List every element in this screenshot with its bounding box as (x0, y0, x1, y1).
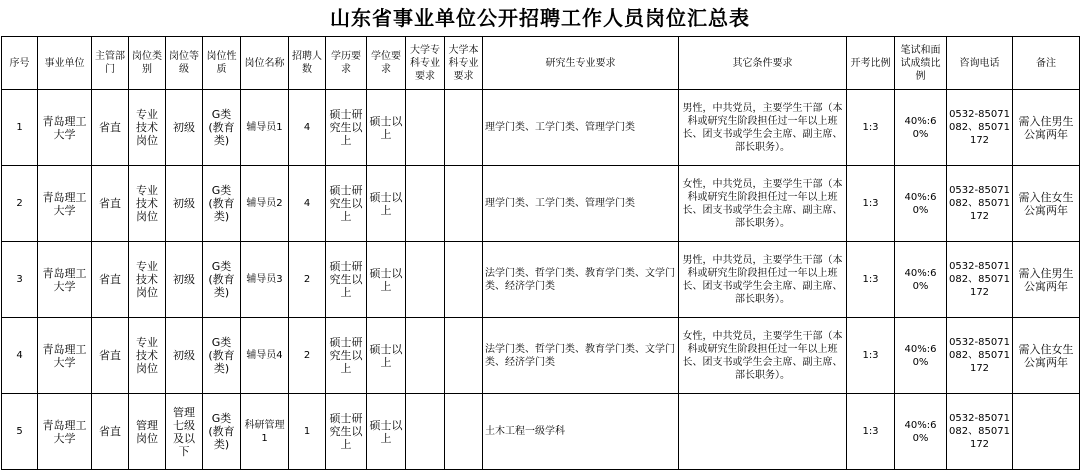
col-header: 备注 (1013, 37, 1080, 90)
cell-other: 女性，中共党员，主要学生干部（本科或研究生阶段担任过一年以上班长、团支书或学生会主席、副主席、部长职务）。 (679, 318, 847, 394)
cell-unit: 青岛理工大学 (38, 318, 92, 394)
cell-degree: 硕士以上 (367, 166, 406, 242)
col-header: 开考比例 (847, 37, 895, 90)
cell-college (406, 166, 445, 242)
cell-score: 40%:60% (895, 90, 947, 166)
col-header: 学历要求 (326, 37, 367, 90)
cell-count: 4 (289, 166, 326, 242)
cell-degree: 硕士以上 (367, 318, 406, 394)
cell-ratio: 1:3 (847, 318, 895, 394)
cell-bachelor (445, 90, 483, 166)
cell-unit: 青岛理工大学 (38, 242, 92, 318)
cell-edu: 硕士研究生以上 (326, 242, 367, 318)
cell-college (406, 242, 445, 318)
cell-ratio: 1:3 (847, 394, 895, 470)
cell-score: 40%:60% (895, 318, 947, 394)
col-header: 研究生专业要求 (483, 37, 679, 90)
table-title: 山东省事业单位公开招聘工作人员岗位汇总表 (330, 6, 750, 30)
cell-category: 专业技术岗位 (129, 318, 166, 394)
cell-college (406, 90, 445, 166)
cell-edu: 硕士研究生以上 (326, 166, 367, 242)
cell-degree: 硕士以上 (367, 90, 406, 166)
cell-unit: 青岛理工大学 (38, 166, 92, 242)
cell-level: 初级 (166, 90, 203, 166)
cell-bachelor (445, 242, 483, 318)
cell-score: 40%:60% (895, 166, 947, 242)
cell-score: 40%:60% (895, 242, 947, 318)
cell-nature: G类(教育类) (203, 90, 241, 166)
col-header: 事业单位 (38, 37, 92, 90)
col-header: 大学本科专业要求 (445, 37, 483, 90)
cell-edu: 硕士研究生以上 (326, 90, 367, 166)
cell-dept: 省直 (92, 242, 129, 318)
cell-no: 4 (2, 318, 38, 394)
cell-post: 辅导员3 (241, 242, 289, 318)
cell-post: 辅导员4 (241, 318, 289, 394)
cell-ratio: 1:3 (847, 166, 895, 242)
cell-post: 科研管理1 (241, 394, 289, 470)
cell-count: 2 (289, 318, 326, 394)
cell-post: 辅导员2 (241, 166, 289, 242)
table-row (2, 166, 1080, 242)
cell-note: 需入住男生公寓两年 (1013, 242, 1080, 318)
cell-ratio: 1:3 (847, 90, 895, 166)
col-header: 岗位等级 (166, 37, 203, 90)
col-header: 岗位性质 (203, 37, 241, 90)
cell-nature: G类(教育类) (203, 318, 241, 394)
cell-phone: 0532-85071082、85071172 (947, 394, 1013, 470)
col-header: 主管部门 (92, 37, 129, 90)
cell-nature: G类(教育类) (203, 394, 241, 470)
cell-post: 辅导员1 (241, 90, 289, 166)
cell-nature: G类(教育类) (203, 166, 241, 242)
cell-bachelor (445, 318, 483, 394)
cell-level: 初级 (166, 242, 203, 318)
col-header: 岗位名称 (241, 37, 289, 90)
cell-dept: 省直 (92, 166, 129, 242)
cell-dept: 省直 (92, 394, 129, 470)
cell-note (1013, 394, 1080, 470)
cell-score: 40%:60% (895, 394, 947, 470)
table-row (2, 318, 1080, 394)
cell-other: 男性，中共党员，主要学生干部（本科或研究生阶段担任过一年以上班长、团支书或学生会主席、副主席、部长职务）。 (679, 90, 847, 166)
cell-ratio: 1:3 (847, 242, 895, 318)
cell-degree: 硕士以上 (367, 242, 406, 318)
cell-note: 需入住男生公寓两年 (1013, 90, 1080, 166)
col-header: 招聘人数 (289, 37, 326, 90)
cell-category: 专业技术岗位 (129, 90, 166, 166)
cell-nature: G类(教育类) (203, 242, 241, 318)
cell-phone: 0532-85071082、85071172 (947, 90, 1013, 166)
cell-count: 4 (289, 90, 326, 166)
table-row (2, 242, 1080, 318)
cell-bachelor (445, 166, 483, 242)
cell-count: 2 (289, 242, 326, 318)
cell-edu: 硕士研究生以上 (326, 318, 367, 394)
cell-note: 需入住女生公寓两年 (1013, 318, 1080, 394)
cell-dept: 省直 (92, 318, 129, 394)
col-header: 大学专科专业要求 (406, 37, 445, 90)
table-row (2, 394, 1080, 470)
cell-category: 管理岗位 (129, 394, 166, 470)
cell-no: 3 (2, 242, 38, 318)
cell-grad: 法学门类、哲学门类、教育学门类、文学门类、经济学门类 (483, 318, 679, 394)
cell-dept: 省直 (92, 90, 129, 166)
cell-category: 专业技术岗位 (129, 242, 166, 318)
header-row (2, 37, 1080, 90)
cell-no: 1 (2, 90, 38, 166)
cell-unit: 青岛理工大学 (38, 90, 92, 166)
cell-bachelor (445, 394, 483, 470)
cell-unit: 青岛理工大学 (38, 394, 92, 470)
cell-college (406, 318, 445, 394)
cell-note: 需入住女生公寓两年 (1013, 166, 1080, 242)
cell-count: 1 (289, 394, 326, 470)
cell-grad: 理学门类、工学门类、管理学门类 (483, 166, 679, 242)
cell-no: 2 (2, 166, 38, 242)
cell-category: 专业技术岗位 (129, 166, 166, 242)
cell-no: 5 (2, 394, 38, 470)
cell-degree: 硕士以上 (367, 394, 406, 470)
table-row (2, 90, 1080, 166)
cell-grad: 理学门类、工学门类、管理学门类 (483, 90, 679, 166)
cell-college (406, 394, 445, 470)
cell-phone: 0532-85071082、85071172 (947, 318, 1013, 394)
cell-phone: 0532-85071082、85071172 (947, 166, 1013, 242)
col-header: 其它条件要求 (679, 37, 847, 90)
col-header: 笔试和面试成绩比例 (895, 37, 947, 90)
col-header: 咨询电话 (947, 37, 1013, 90)
cell-other (679, 394, 847, 470)
col-header: 学位要求 (367, 37, 406, 90)
cell-grad: 法学门类、哲学门类、教育学门类、文学门类、经济学门类 (483, 242, 679, 318)
cell-level: 初级 (166, 318, 203, 394)
col-header: 序号 (2, 37, 38, 90)
cell-level: 管理七级及以下 (166, 394, 203, 470)
col-header: 岗位类别 (129, 37, 166, 90)
cell-other: 男性，中共党员，主要学生干部（本科或研究生阶段担任过一年以上班长、团支书或学生会主席、副主席、部长职务）。 (679, 242, 847, 318)
cell-phone: 0532-85071082、85071172 (947, 242, 1013, 318)
cell-grad: 土木工程一级学科 (483, 394, 679, 470)
cell-other: 女性，中共党员，主要学生干部（本科或研究生阶段担任过一年以上班长、团支书或学生会主席、副主席、部长职务）。 (679, 166, 847, 242)
cell-edu: 硕士研究生以上 (326, 394, 367, 470)
cell-level: 初级 (166, 166, 203, 242)
positions-table (1, 36, 1080, 470)
